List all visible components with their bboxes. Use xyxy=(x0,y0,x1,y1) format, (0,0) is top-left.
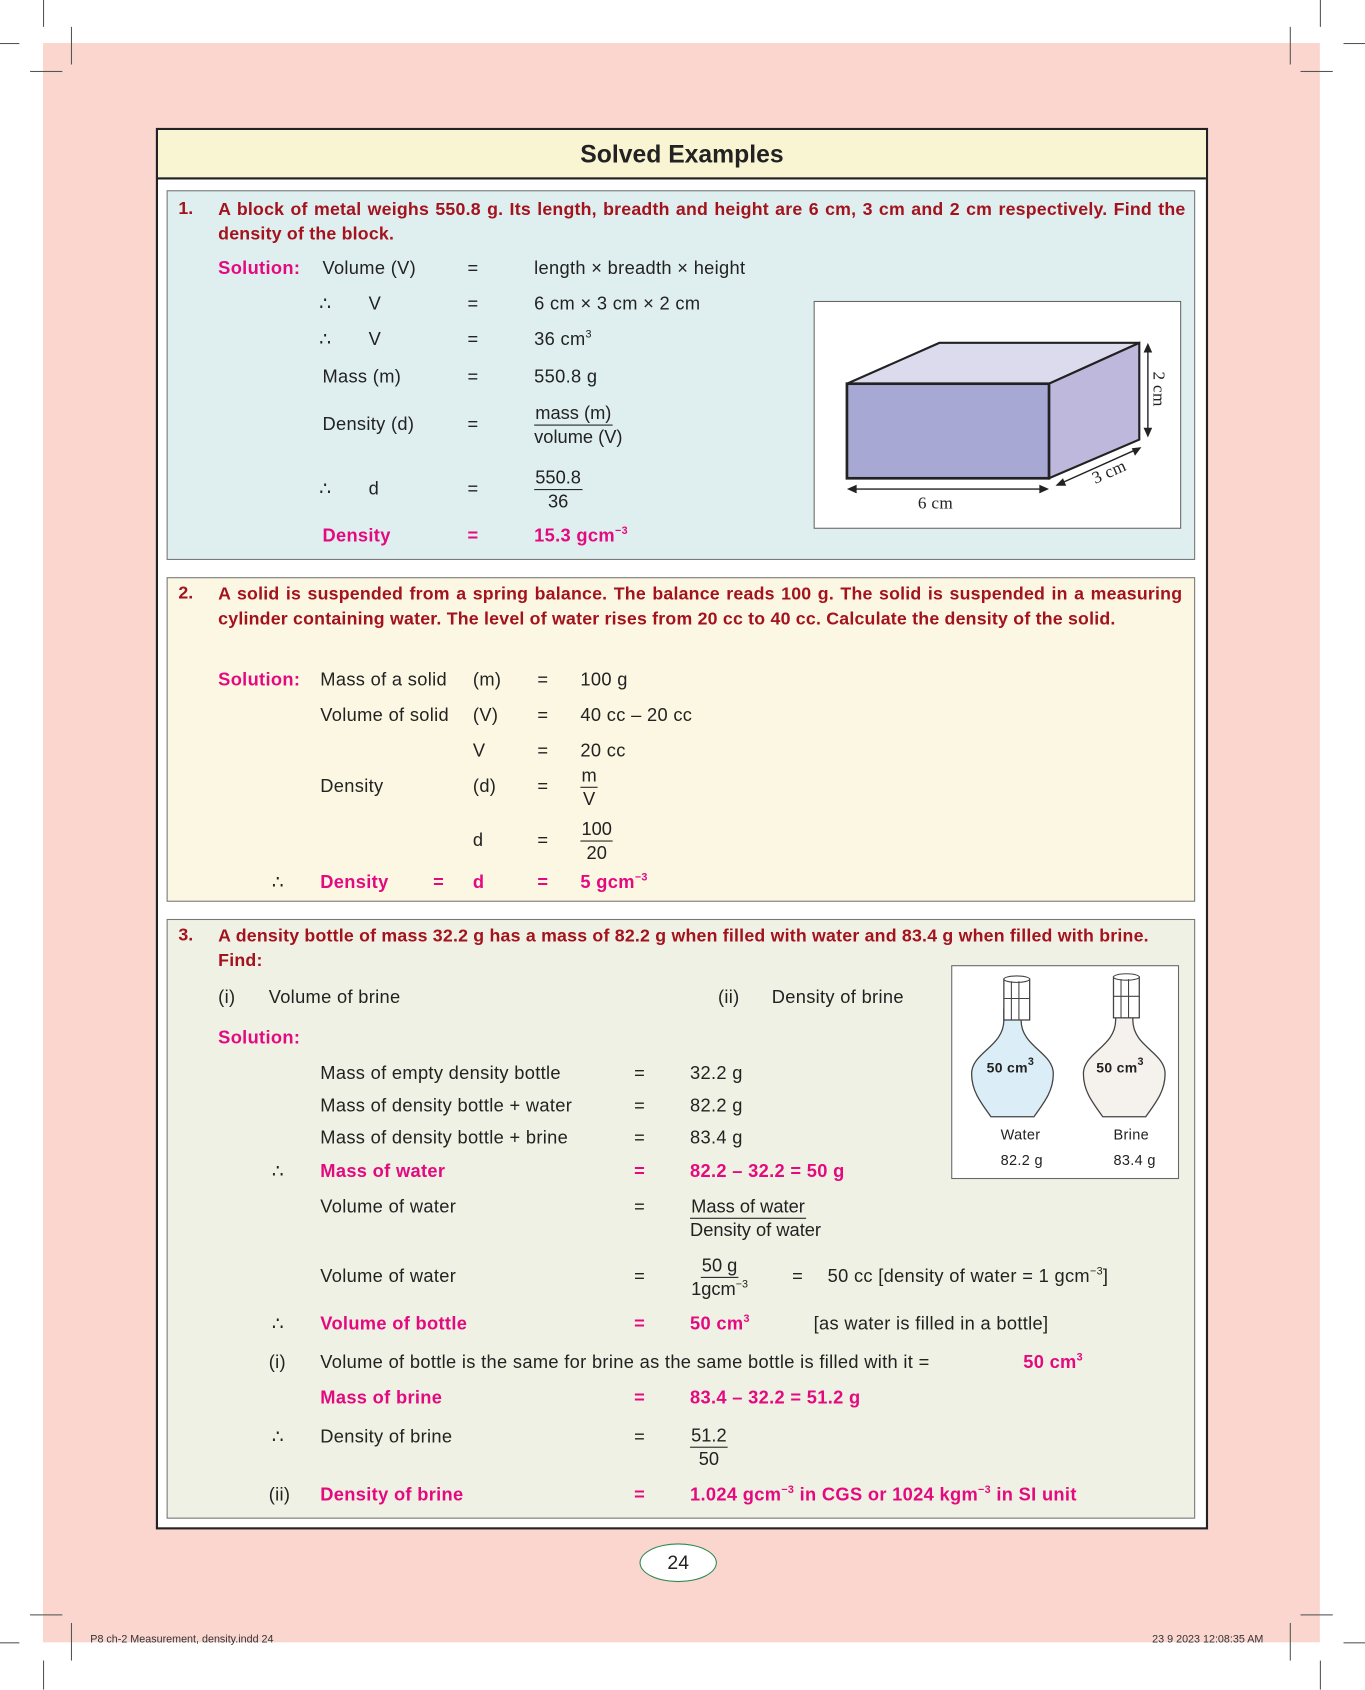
bottle-volume: 50 $cm^3$ xyxy=(1096,1056,1144,1076)
row-label: Volume of water xyxy=(320,1196,457,1217)
solution-label: Solution: xyxy=(218,669,301,691)
bottle-name: Water xyxy=(1000,1126,1041,1143)
equals: = xyxy=(467,366,479,387)
crop-mark xyxy=(1301,71,1333,72)
result-label: Mass of brine xyxy=(320,1387,443,1408)
crop-mark xyxy=(30,1614,62,1615)
bottle-name: Brine xyxy=(1113,1126,1149,1143)
equals: = xyxy=(467,478,479,499)
row-label: Mass of density bottle + water xyxy=(320,1095,573,1116)
equals: = xyxy=(792,1266,804,1287)
crop-mark xyxy=(0,1642,19,1643)
bottle-mass: 82.2 g xyxy=(1000,1152,1043,1169)
row-value: length × breadth × height xyxy=(534,257,746,279)
equals: = xyxy=(537,871,549,893)
example-question: A density bottle of mass 32.2 g has a mass of 82.2 g when filled with water and 83.4 g when filled with brine. Find: xyxy=(218,926,1149,971)
equals: = xyxy=(634,1387,646,1408)
row-symbol: d xyxy=(472,829,484,851)
fraction: $\frac{550.8}{36}$ xyxy=(535,467,581,512)
solution-label: Solution: xyxy=(218,257,301,279)
water-bottle-icon xyxy=(972,976,1054,1117)
equals: = xyxy=(537,776,549,797)
crop-mark xyxy=(30,71,62,72)
row-value: 36 $cm^3$ xyxy=(534,328,592,350)
example-question: A block of metal weighs 550.8 g. Its length, breadth and height are 6 cm, 3 cm and 2 cm respectively. Find the density of the block. xyxy=(218,199,1186,244)
equals: = xyxy=(634,1127,646,1148)
equals: = xyxy=(467,525,479,546)
row-label: V xyxy=(368,328,382,350)
fraction: $\frac{m}{V}$ xyxy=(581,765,597,810)
part-number: (i) xyxy=(268,1352,286,1373)
result-value: 15.3 gcm$^{-3}$ xyxy=(534,525,628,546)
solution-label: Solution: xyxy=(218,1027,301,1048)
row-symbol: V xyxy=(472,740,486,761)
cuboid-diagram xyxy=(815,302,1180,528)
equals: = xyxy=(634,1484,646,1505)
equals: = xyxy=(467,413,479,435)
result-label: Density xyxy=(320,871,389,893)
row-value: 550.8 g xyxy=(534,366,598,387)
crop-mark xyxy=(1301,1614,1333,1615)
crop-mark xyxy=(71,1623,72,1661)
equals: = xyxy=(467,293,479,314)
row-value: 40 cc – 20 cc xyxy=(580,705,693,726)
equals: = xyxy=(537,669,549,691)
crop-mark xyxy=(43,1661,44,1690)
length-label: 6 cm xyxy=(917,494,954,513)
row-label: Density xyxy=(320,776,384,797)
equals: = xyxy=(634,1313,646,1334)
footer-timestamp: 23 9 2023 12:08:35 AM xyxy=(1152,1633,1264,1646)
fraction: Mass of water Density of water xyxy=(690,1196,822,1241)
row-note: 50 cc [density of water = 1 gcm$^{-3}$] xyxy=(827,1266,1109,1287)
row-label: Mass of a solid xyxy=(320,669,447,691)
fraction: $\frac{100}{20}$ xyxy=(581,818,612,864)
example-question: A solid is suspended from a spring balance. The balance reads 100 g. The solid is suspended in a measuring cylinder containing water. The level of water rises from 20 cc to 40 cc. Calculate the density of the solid. xyxy=(218,584,1183,629)
crop-mark xyxy=(1344,43,1365,44)
row-text: Volume of bottle is the same for brine as the same bottle is filled with it = xyxy=(320,1352,930,1373)
part-label: Density of brine xyxy=(771,986,904,1008)
result-value: 1.024 gcm$^{-3}$ in CGS or 1024 kgm$^{-3}$ in SI unit xyxy=(690,1484,1077,1505)
equals: = xyxy=(634,1160,646,1182)
bottle-mass: 83.4 g xyxy=(1113,1152,1156,1169)
row-symbol: (m) xyxy=(472,669,502,691)
row-symbol: d xyxy=(472,871,485,893)
crop-mark xyxy=(0,43,19,44)
row-value: 20 cc xyxy=(580,740,626,761)
equals: = xyxy=(537,829,549,851)
crop-mark xyxy=(1290,1623,1291,1661)
equals: = xyxy=(467,257,479,279)
row-label: d xyxy=(368,478,380,499)
row-label: Mass (m) xyxy=(322,366,402,387)
page-number: 24 xyxy=(640,1543,717,1582)
row-value: 32.2 g xyxy=(690,1062,743,1084)
row-label: Mass of empty density bottle xyxy=(320,1062,561,1084)
fraction: $\frac{51.2}{50}$ xyxy=(691,1425,727,1470)
row-symbol: (V) xyxy=(472,705,499,726)
row-label: Volume (V) xyxy=(322,257,417,279)
crop-mark xyxy=(1320,0,1321,27)
result-value: 82.2 – 32.2 = 50 g xyxy=(690,1160,845,1182)
density-bottles-figure xyxy=(951,965,1179,1179)
crop-mark xyxy=(71,27,72,65)
result-label: Mass of water xyxy=(320,1160,446,1182)
row-value: 6 cm × 3 cm × 2 cm xyxy=(534,293,701,314)
part-number: (i) xyxy=(218,986,236,1008)
equals: = xyxy=(634,1426,646,1447)
row-symbol: (d) xyxy=(472,776,497,797)
breadth-label: 3 cm xyxy=(1089,456,1130,488)
part-number: (ii) xyxy=(268,1484,291,1505)
crop-mark xyxy=(1290,27,1291,65)
result-value: 83.4 – 32.2 = 51.2 g xyxy=(690,1387,861,1408)
row-label: Volume of water xyxy=(320,1266,457,1287)
result-value: 5 gcm$^{-3}$ xyxy=(580,871,648,893)
equals: = xyxy=(634,1062,646,1084)
footer-file-info: P8 ch-2 Measurement, density.indd 24 xyxy=(90,1633,274,1646)
part-number: (ii) xyxy=(717,986,740,1008)
therefore-symbol: ∴ xyxy=(271,1313,284,1334)
equals: = xyxy=(537,705,549,726)
result-value: 50 $cm^3$ xyxy=(690,1313,750,1334)
row-label: Volume of solid xyxy=(320,705,450,726)
therefore-symbol: ∴ xyxy=(319,328,332,350)
height-label: 2 cm xyxy=(1149,371,1168,407)
equals: = xyxy=(467,328,479,350)
cuboid-figure xyxy=(814,301,1182,529)
equals: = xyxy=(433,871,445,893)
crop-mark xyxy=(1344,1642,1365,1643)
bottle-volume: 50 $cm^3$ xyxy=(986,1056,1035,1076)
row-value: 82.2 g xyxy=(690,1095,743,1116)
therefore-symbol: ∴ xyxy=(271,1426,284,1447)
fraction: 50 g 1gcm$^{-3}$ xyxy=(691,1255,749,1300)
row-note: [as water is filled in a bottle] xyxy=(813,1313,1049,1334)
row-label: Density (d) xyxy=(322,413,415,435)
equals: = xyxy=(634,1266,646,1287)
row-label: Density of brine xyxy=(320,1426,453,1447)
result-label: Density of brine xyxy=(320,1484,464,1505)
therefore-symbol: ∴ xyxy=(271,871,284,893)
section-title: Solved Examples xyxy=(158,130,1206,179)
part-label: Volume of brine xyxy=(268,986,401,1008)
row-value: 100 g xyxy=(580,669,628,691)
therefore-symbol: ∴ xyxy=(271,1160,284,1182)
result-value: 50 $cm^3$ xyxy=(1023,1352,1083,1373)
therefore-symbol: ∴ xyxy=(319,293,332,314)
brine-bottle-icon xyxy=(1083,974,1165,1117)
row-value: 83.4 g xyxy=(690,1127,743,1148)
equals: = xyxy=(634,1095,646,1116)
crop-mark xyxy=(43,0,44,27)
equals: = xyxy=(634,1196,646,1217)
row-label: V xyxy=(368,293,382,314)
equals: = xyxy=(537,740,549,761)
example-number: 2. xyxy=(178,583,194,603)
row-label: Mass of density bottle + brine xyxy=(320,1127,569,1148)
example-number: 1. xyxy=(178,198,194,219)
result-label: Volume of bottle xyxy=(320,1313,468,1334)
fraction: mass (m) volume (V) xyxy=(534,403,623,448)
crop-mark xyxy=(1320,1661,1321,1690)
example-number: 3. xyxy=(178,925,194,945)
result-label: Density xyxy=(322,525,391,546)
therefore-symbol: ∴ xyxy=(319,478,332,499)
